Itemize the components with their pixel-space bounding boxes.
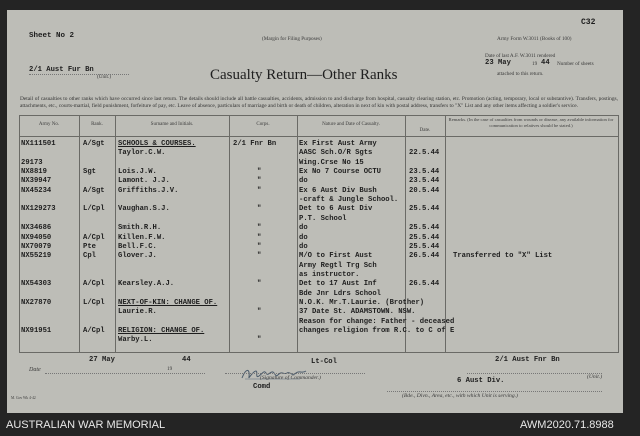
cell-nature: changes religion from R.C. to C of E: [299, 327, 455, 335]
cell-name: Griffiths.J.V.: [118, 186, 179, 195]
printer-code: M. Gov Wk 4-42: [11, 396, 36, 400]
cell-remarks: Transferred to "X" List: [453, 252, 553, 261]
cell-army-no: NX39947: [21, 177, 52, 186]
cell-name: Glover.J.: [118, 252, 157, 261]
cell-nature: Reason for change: Father - deceased: [299, 317, 455, 326]
cell-nature: 37 Date St. ADAMSTOWN. NSW.: [299, 308, 416, 317]
table-bottom-rule: [19, 352, 619, 353]
cell-corps: ": [257, 168, 262, 177]
cell-army-no: NX27870: [21, 298, 52, 307]
cell-nature: do: [299, 242, 308, 251]
cell-army-no: NX45234: [21, 186, 52, 195]
caption-right: AWM2020.71.8988: [520, 419, 614, 431]
cell-nature: do: [299, 233, 308, 242]
cell-rank: A/Sgt: [83, 186, 105, 195]
unit-dotted-line: [29, 74, 129, 75]
date-of-last-value: 23 May: [485, 59, 511, 67]
col-rule: [229, 115, 230, 353]
cell-army-no: NX94050: [21, 233, 52, 242]
cell-army-no: NX54303: [21, 280, 52, 289]
footer-date-value: 27 May: [89, 356, 115, 364]
cell-name: Bell.F.C.: [118, 242, 157, 251]
col-header-name: Surname and Initials.: [150, 122, 194, 127]
cell-corps: ": [257, 242, 262, 251]
footer-year-printed: 19: [167, 366, 173, 372]
date-of-last-year-printed: 19: [532, 61, 538, 67]
cell-date: 26.5.44: [409, 280, 440, 289]
date-of-last-label: Date of last A.F. W.3011 rendered: [485, 53, 556, 59]
col-header-army-no: Army No.: [38, 122, 60, 127]
cell-corps: ": [257, 224, 262, 233]
cell-army-no: NX91951: [21, 327, 52, 335]
cell-corps: ": [257, 186, 262, 195]
attached-label: attached to this return.: [497, 71, 544, 77]
signature-label: (Signature of Commander.): [260, 375, 321, 381]
cell-corps: ": [257, 233, 262, 242]
table-top-rule: [19, 115, 619, 116]
cell-corps: 2/1 Fnr Bn: [233, 140, 277, 148]
cell-nature: N.O.K. Mr.T.Laurie. (Brother): [299, 298, 425, 307]
footer-division-typed: 6 Aust Div.: [457, 377, 505, 385]
cell-nature: as instructor.: [299, 270, 360, 279]
commander-rank: Lt-Col: [311, 358, 337, 366]
cell-army-no: NX55219: [21, 252, 52, 261]
cell-nature: AASC Sch.O/R Sgts: [299, 149, 373, 158]
col-header-date: Date.: [419, 128, 431, 133]
date-dotted-line: [45, 373, 205, 374]
cell-rank: Sgt: [83, 168, 96, 177]
cell-rank: A/Cpl: [83, 327, 105, 335]
footer-unit-dotted-line: [467, 373, 602, 374]
signature-dotted-line: [225, 373, 365, 374]
caption-left: AUSTRALIAN WAR MEMORIAL: [6, 419, 166, 431]
col-header-rank: Rank.: [91, 122, 103, 127]
cell-nature: Det to 6 Aust Div: [299, 205, 373, 214]
cell-name: Warby.L.: [118, 336, 153, 345]
sheet-number: Sheet No 2: [29, 32, 75, 40]
cell-corps: ": [257, 177, 262, 186]
cell-name: RELIGION: CHANGE OF.: [118, 327, 205, 335]
cell-name: Kearsley.A.J.: [118, 280, 175, 289]
cell-name: Vaughan.S.J.: [118, 205, 170, 214]
cell-date: 23.5.44: [409, 168, 440, 177]
cell-nature: -craft & Jungle School.: [299, 196, 399, 205]
cell-name: Laurie.R.: [118, 308, 157, 317]
col-rule: [79, 115, 80, 353]
instructions-text: Detail of casualties to other ranks which have occurred since last return. The details should include all battle casualties, accidents, admission to and discharge from hospital, casualty clearing station, etc. Promotion (acting, temporary, local or substantive). Transfers, postings, attachments, etc., courts-martial, field punishment, forfeiture of pay, etc. Leave of absence, particulars of marriage and birth or death of children, alteration in next of kin with postal address, transfers to "X" List and any other items affecting a soldier's service.: [20, 96, 618, 109]
cell-corps: ": [257, 252, 262, 261]
cell-name: Lois.J.W.: [118, 168, 157, 177]
cell-name: NEXT-OF-KIN: CHANGE OF.: [118, 298, 218, 307]
cell-army-no: NX111501: [21, 140, 56, 148]
date-of-last-year-typed: 44: [541, 59, 550, 67]
table-header-rule: [19, 136, 619, 137]
commander-comd: Comd: [253, 383, 271, 391]
cell-nature: Wing.Crse No 15: [299, 158, 364, 167]
cell-rank: A/Cpl: [83, 280, 105, 289]
form-name: Army Form W.3011 (Books of 100): [497, 36, 572, 42]
cell-rank: Cpl: [83, 252, 96, 261]
cell-name: Lamont. J.J.: [118, 177, 170, 186]
casualty-return-form: [7, 10, 623, 413]
footer-unit-typed: 2/1 Aust Fnr Bn: [495, 356, 560, 364]
cell-nature: P.T. School: [299, 214, 347, 223]
cell-date: 26.5.44: [409, 252, 440, 261]
form-title: Casualty Return—Other Ranks: [210, 67, 398, 83]
col-header-corps: Corps.: [256, 122, 270, 127]
cell-name: Smith.R.H.: [118, 224, 162, 233]
cell-nature: Army Regtl Trg Sch: [299, 261, 377, 270]
cell-rank: A/Cpl: [83, 233, 105, 242]
cell-rank: A/Sgt: [83, 140, 105, 148]
cell-nature: do: [299, 177, 308, 186]
col-rule: [618, 115, 619, 353]
cell-nature: M/O to First Aust: [299, 252, 373, 261]
caption-bar: [0, 413, 640, 436]
corner-code: C32: [581, 18, 596, 27]
margin-note: (Margin for Filing Purposes): [262, 36, 322, 42]
cell-nature: Det to 17 Aust Inf: [299, 280, 377, 289]
cell-army-no: NX34686: [21, 224, 52, 233]
cell-date: 25.5.44: [409, 205, 440, 214]
footer-date-label: Date: [29, 367, 41, 373]
cell-date: 25.5.44: [409, 242, 440, 251]
cell-nature: Ex First Aust Army: [299, 140, 377, 148]
footer-year-typed: 44: [182, 356, 191, 364]
cell-date: 25.5.44: [409, 233, 440, 242]
division-dotted-line: [387, 391, 602, 392]
division-label: (Bde., Divn., Area, etc., with which Unit is serving.): [402, 393, 518, 399]
cell-army-no: NX8819: [21, 168, 47, 177]
cell-nature: do: [299, 224, 308, 233]
cell-date: 22.5.44: [409, 149, 440, 158]
cell-rank: L/Cpl: [83, 298, 105, 307]
cell-corps: ": [257, 280, 262, 289]
col-header-remarks: Remarks. (In the case of casualties from wounds or disease, any available information for communication to relatives should be stated.): [448, 117, 614, 128]
cell-name: SCHOOLS & COURSES.: [118, 140, 196, 148]
cell-nature: Bde Jnr Ldrs School: [299, 289, 381, 298]
cell-army-no: NX129273: [21, 205, 56, 214]
number-of-sheets-label: Number of sheets: [557, 61, 594, 67]
cell-rank: L/Cpl: [83, 205, 105, 214]
col-rule: [297, 115, 298, 353]
cell-date: 23.5.44: [409, 177, 440, 186]
cell-nature: Ex No 7 Course OCTU: [299, 168, 381, 177]
col-rule: [19, 115, 20, 353]
cell-rank: Pte: [83, 242, 96, 251]
cell-corps: ": [257, 308, 262, 317]
cell-date: 25.5.44: [409, 224, 440, 233]
col-header-nature: Nature and Date of Casualty.: [322, 122, 380, 127]
cell-date: 20.5.44: [409, 186, 440, 195]
cell-army-no: 29173: [21, 158, 43, 167]
footer-unit-label: (Unit.): [587, 374, 603, 380]
cell-corps: ": [257, 336, 262, 345]
unit-typed: 2/1 Aust Fur Bn: [29, 66, 94, 74]
cell-army-no: NX70079: [21, 242, 52, 251]
unit-label: (Unit.): [97, 74, 111, 80]
cell-corps: ": [257, 205, 262, 214]
col-rule: [115, 115, 116, 353]
cell-nature: Ex 6 Aust Div Bush: [299, 186, 377, 195]
cell-name: Killen.F.W.: [118, 233, 166, 242]
cell-name: Taylor.C.W.: [118, 149, 166, 158]
